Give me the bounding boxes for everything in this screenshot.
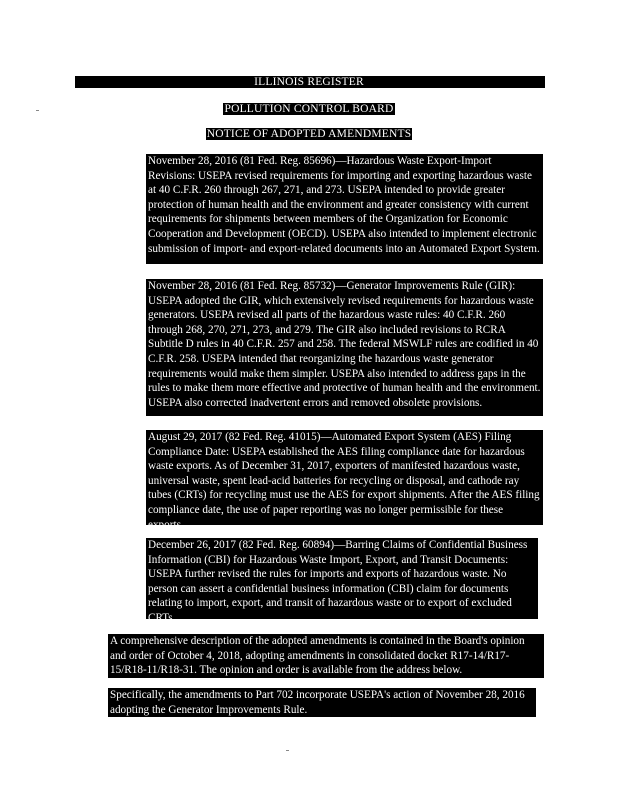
notice-title: NOTICE OF ADOPTED AMENDMENTS	[206, 128, 412, 140]
paragraph-export-import-revisions: November 28, 2016 (81 Fed. Reg. 85696)—Hazardous Waste Export-Import Revisions: USEPA revised requirements for importing and exporting hazardous waste at 40 C.F.R. 260 through 267, 271, and 273. USEPA intended to provide greater protection of human health and the environment and greater consistency with current requirements for shipments between members of the Organization for Economic Cooperation and Development (OECD). USEPA also intended to implement electronic submission of import- and export-related documents into an Automated Export System.	[146, 154, 543, 264]
paragraph-part-702: Specifically, the amendments to Part 702 incorporate USEPA's action of November 28, 2016 adopting the Generator Improvements Rule.	[108, 688, 536, 717]
board-title: POLLUTION CONTROL BOARD	[224, 103, 394, 115]
paragraph-cbi-claims: December 26, 2017 (82 Fed. Reg. 60894)—Barring Claims of Confidential Business Information (CBI) for Hazardous Waste Import, Export, and Transit Documents: USEPA further revised the rules for imports and exports of hazardous waste. No person can assert a confidential business information (CBI) claim for documents relating to import, export, and transit of hazardous waste or to export of excluded CRTs.	[146, 538, 538, 619]
register-title: ILLINOIS REGISTER	[254, 76, 364, 88]
paragraph-generator-improvements-rule: November 28, 2016 (81 Fed. Reg. 85732)—Generator Improvements Rule (GIR): USEPA adopted the GIR, which extensively revised requirements for hazardous waste generators. USEPA revised all parts of the hazardous waste rules: 40 C.F.R. 260 through 268, 270, 271, 273, and 279. The GIR also included revisions to RCRA Subtitle D rules in 40 C.F.R. 257 and 258. The federal MSWLF rules are codified in 40 C.F.R. 258. USEPA intended that reorganizing the hazardous waste generator requirements would make them simpler. USEPA also intended to address gaps in the rules to make them more effective and protective of human health and the environment. USEPA also corrected inadvertent errors and removed obsolete provisions.	[146, 279, 543, 416]
scan-speck	[286, 750, 289, 751]
paragraph-aes-filing-compliance: August 29, 2017 (82 Fed. Reg. 41015)—Automated Export System (AES) Filing Compliance Date: USEPA established the AES filing compliance date for hazardous waste exports. As of December 31, 2017, exporters of manifested hazardous waste, universal waste, spent lead-acid batteries for recycling or disposal, and cathode ray tubes (CRTs) for recycling must use the AES for export shipments. After the AES filing compliance date, the use of paper reporting was no longer permissible for these exports.	[146, 430, 543, 525]
scan-speck	[36, 110, 39, 111]
paragraph-comprehensive-description: A comprehensive description of the adopted amendments is contained in the Board's opinion and order of October 4, 2018, adopting amendments in consolidated docket R17-14/R17-15/R18-11/R18-31. The opinion and order is available from the address below.	[108, 634, 544, 678]
